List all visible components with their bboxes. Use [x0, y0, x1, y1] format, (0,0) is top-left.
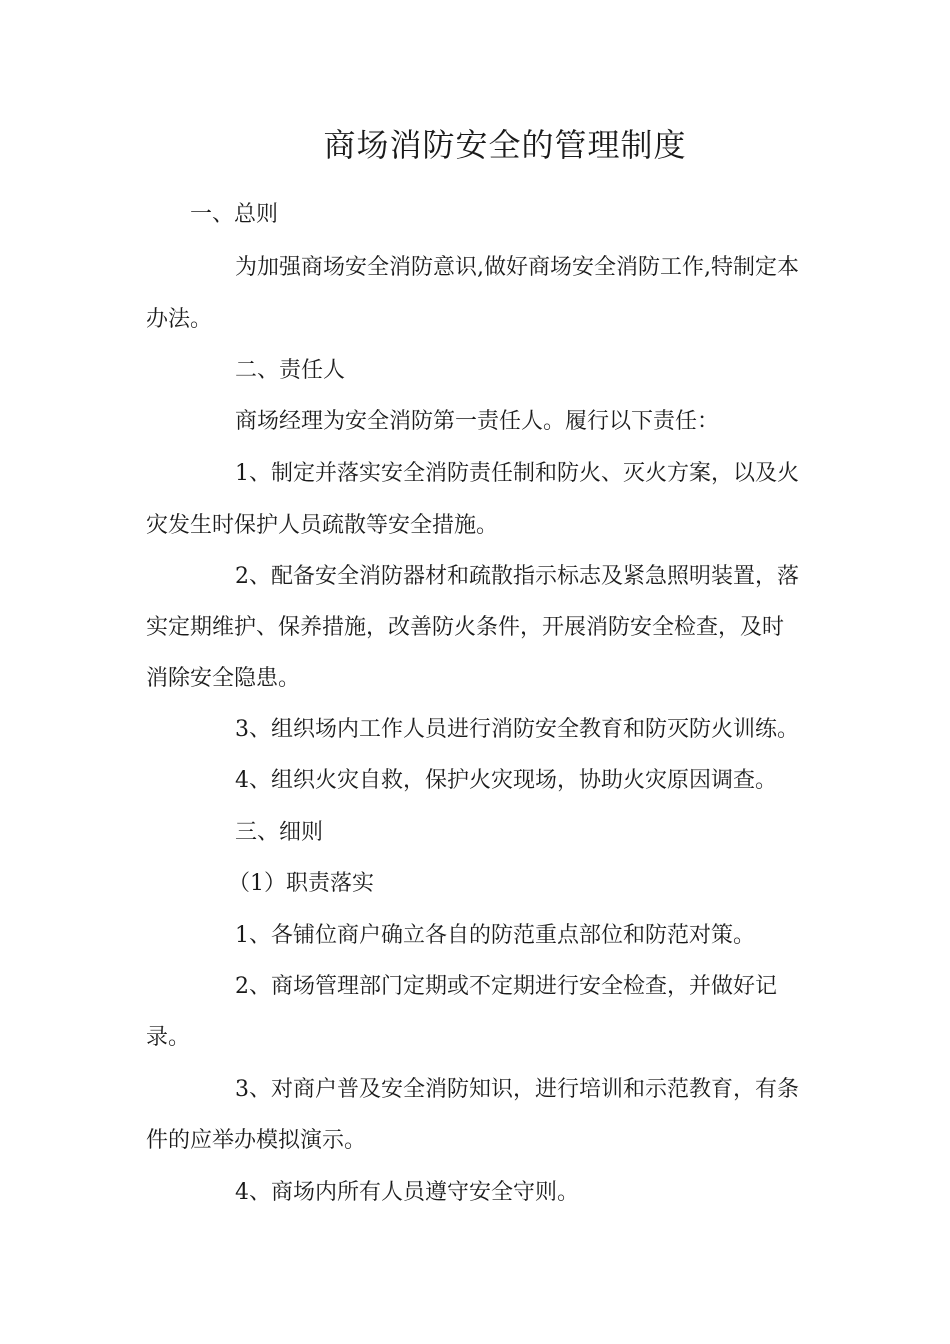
paragraph-line: 办法。 [146, 307, 213, 332]
paragraph-line: 消除安全隐患。 [146, 666, 301, 691]
section-heading-general: 一、总则 [190, 202, 279, 227]
paragraph-line: 3、组织场内工作人员进行消防安全教育和防灭防火训练。 [235, 717, 799, 742]
paragraph-line: 为加强商场安全消防意识,做好商场安全消防工作,特制定本 [235, 255, 799, 280]
paragraph-line: 3、对商户普及安全消防知识，进行培训和示范教育，有条 [235, 1077, 799, 1102]
paragraph-line: 2、配备安全消防器材和疏散指示标志及紧急照明装置，落 [235, 564, 799, 589]
paragraph-line: 2、商场管理部门定期或不定期进行安全检查，并做好记 [235, 974, 777, 999]
section-heading-details: 三、细则 [235, 820, 324, 845]
document-title: 商场消防安全的管理制度 [323, 126, 687, 164]
paragraph-line: 1、制定并落实安全消防责任制和防火、灭火方案，以及火 [235, 461, 799, 486]
paragraph-line: 1、各铺位商户确立各自的防范重点部位和防范对策。 [235, 923, 755, 948]
paragraph-line: 录。 [146, 1025, 191, 1050]
subsection-heading: （1）职责落实 [228, 871, 374, 896]
paragraph-line: 4、组织火灾自救，保护火灾现场，协助火灾原因调查。 [235, 768, 777, 793]
paragraph-line: 商场经理为安全消防第一责任人。履行以下责任： [235, 409, 720, 434]
paragraph-line: 灾发生时保护人员疏散等安全措施。 [146, 513, 499, 538]
paragraph-line: 实定期维护、保养措施，改善防火条件，开展消防安全检查，及时 [146, 615, 785, 640]
paragraph-line: 件的应举办模拟演示。 [146, 1128, 367, 1153]
section-heading-responsible: 二、责任人 [235, 358, 346, 383]
paragraph-line: 4、商场内所有人员遵守安全守则。 [235, 1180, 579, 1205]
